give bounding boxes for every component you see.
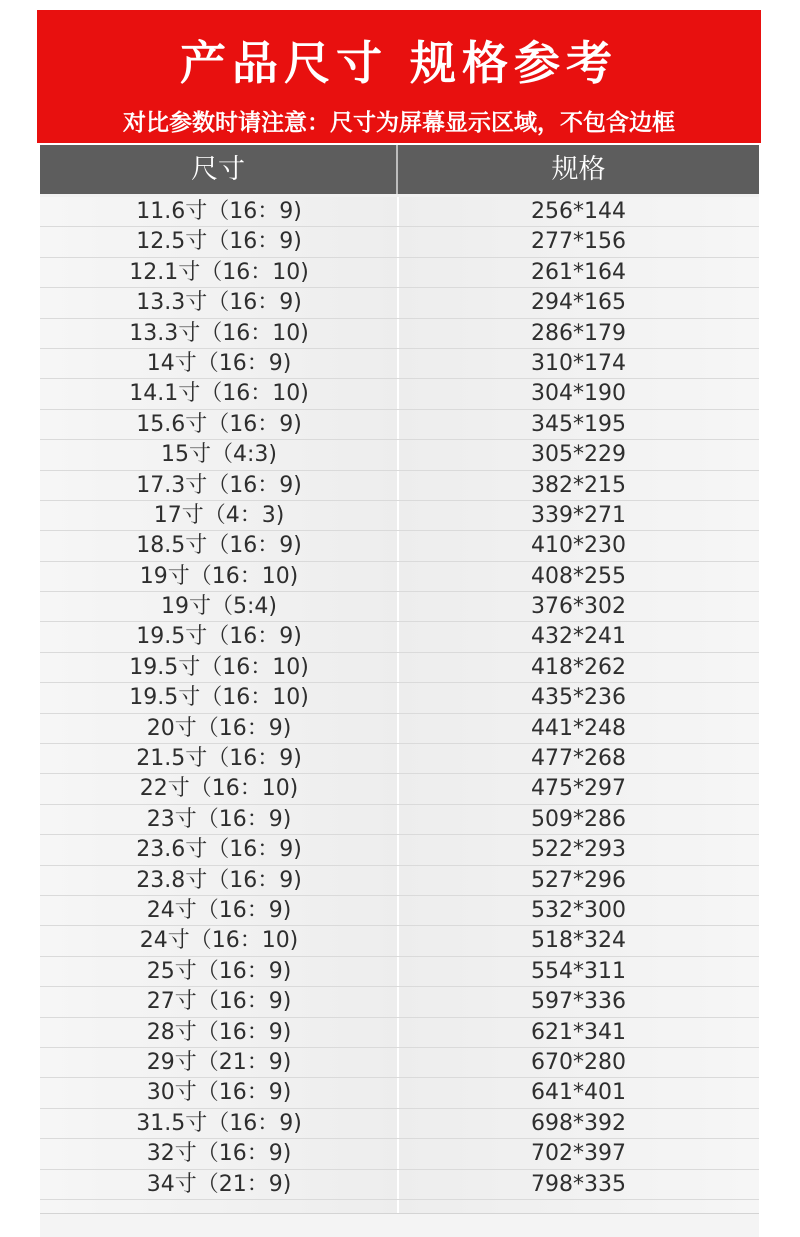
- cell-size: 15.6寸（16：9): [136, 411, 302, 437]
- table-row: [40, 440, 759, 470]
- cell-size: 25寸（16：9): [146, 958, 292, 984]
- table-row: [40, 349, 759, 379]
- cell-spec: 554*311: [531, 958, 626, 984]
- table-row: [40, 774, 759, 804]
- cell-size: 15寸（4:3): [161, 442, 277, 468]
- cell-spec: 339*271: [531, 502, 626, 528]
- table-row: [40, 592, 759, 622]
- cell-size: 13.3寸（16：10): [129, 320, 309, 346]
- table-row: [40, 957, 759, 987]
- cell-spec: 698*392: [531, 1110, 626, 1136]
- cell-spec: 418*262: [531, 654, 626, 680]
- cell-spec: 641*401: [531, 1080, 626, 1106]
- table-row: [40, 531, 759, 561]
- cell-spec: 798*335: [531, 1171, 626, 1197]
- cell-spec: 345*195: [531, 411, 626, 437]
- table-row: [40, 805, 759, 835]
- cell-size: 31.5寸（16：9): [136, 1110, 302, 1136]
- page-title: 产品尺寸 规格参考: [179, 36, 618, 90]
- cell-spec: 382*215: [531, 472, 626, 498]
- size-spec-table: [40, 145, 759, 1213]
- cell-size: 34寸（21：9): [146, 1171, 292, 1197]
- table-row: [40, 835, 759, 865]
- cell-size: 20寸（16：9): [146, 715, 292, 741]
- cell-size: 12.1寸（16：10): [129, 259, 309, 285]
- table-row: [40, 1170, 759, 1200]
- cell-size: 23.8寸（16：9): [136, 867, 302, 893]
- cell-spec: 408*255: [531, 563, 626, 589]
- table-row: [40, 258, 759, 288]
- table-header: [40, 145, 759, 194]
- table-row: [40, 501, 759, 531]
- cell-spec: 475*297: [531, 776, 626, 802]
- cell-size: 19寸（16：10): [139, 563, 299, 589]
- table-row: [40, 714, 759, 744]
- cell-size: 14.1寸（16：10): [129, 381, 309, 407]
- cell-spec: 432*241: [531, 624, 626, 650]
- cell-spec: 435*236: [531, 685, 626, 711]
- cell-spec: 261*164: [531, 259, 626, 285]
- table-row: [40, 896, 759, 926]
- cell-spec: 410*230: [531, 533, 626, 559]
- header-size: 尺寸: [40, 145, 398, 194]
- table-row: [40, 197, 759, 227]
- cell-spec: 286*179: [531, 320, 626, 346]
- cell-size: 24寸（16：10): [139, 928, 299, 954]
- table-row: [40, 987, 759, 1017]
- table-row: [40, 1139, 759, 1169]
- cell-size: 13.3寸（16：9): [136, 290, 302, 316]
- table-row: [40, 1109, 759, 1139]
- table-body: [40, 197, 759, 1215]
- cell-spec: 441*248: [531, 715, 626, 741]
- cell-size: 22寸（16：10): [139, 776, 299, 802]
- cell-size: 23.6寸（16：9): [136, 837, 302, 863]
- cell-size: 17寸（4：3): [153, 502, 285, 528]
- cell-size: 19.5寸（16：9): [136, 624, 302, 650]
- table-row: [40, 379, 759, 409]
- table-row: [40, 1048, 759, 1078]
- table-row: [40, 744, 759, 774]
- cell-spec: 702*397: [531, 1141, 626, 1167]
- table-row: [40, 622, 759, 652]
- cell-size: 11.6寸（16：9): [136, 199, 302, 224]
- cell-size: 23寸（16：9): [146, 806, 292, 832]
- table-row: [40, 926, 759, 956]
- cell-size: 28寸（16：9): [146, 1019, 292, 1045]
- cell-spec: 670*280: [531, 1049, 626, 1075]
- cell-spec: 477*268: [531, 746, 626, 772]
- cell-size: 12.5寸（16：9): [136, 229, 302, 255]
- table-row: [40, 866, 759, 896]
- table-row: [40, 227, 759, 257]
- table-row: [40, 319, 759, 349]
- header-spec: 规格: [551, 154, 606, 185]
- cell-spec: 376*302: [531, 594, 626, 620]
- table-row: [40, 683, 759, 713]
- cell-size: 19.5寸（16：10): [129, 654, 309, 680]
- title-banner: [37, 10, 761, 143]
- table-row: [40, 471, 759, 501]
- cell-spec: 527*296: [531, 867, 626, 893]
- cell-size: 19.5寸（16：10): [129, 685, 309, 711]
- cell-size: 27寸（16：9): [146, 989, 292, 1015]
- cell-spec: 304*190: [531, 381, 626, 407]
- cell-spec: 522*293: [531, 837, 626, 863]
- cell-size: 18.5寸（16：9): [136, 533, 302, 559]
- cell-size: 21.5寸（16：9): [136, 746, 302, 772]
- table-row: [40, 562, 759, 592]
- table-row: [40, 1018, 759, 1048]
- cell-spec: 509*286: [531, 806, 626, 832]
- footer-strip: [40, 1214, 759, 1237]
- cell-spec: 277*156: [531, 229, 626, 255]
- cell-size: 14寸（16：9): [146, 350, 292, 376]
- cell-size: 17.3寸（16：9): [136, 472, 302, 498]
- table-row: [40, 653, 759, 683]
- cell-size: 32寸（16：9): [146, 1141, 292, 1167]
- cell-size: 30寸（16：9): [146, 1080, 292, 1106]
- cell-spec: 621*341: [531, 1019, 626, 1045]
- cell-spec: 305*229: [531, 442, 626, 468]
- cell-spec: 310*174: [531, 350, 626, 376]
- table-row: [40, 288, 759, 318]
- notice-text: 对比参数时请注意：尺寸为屏幕显示区域，不包含边框: [123, 110, 675, 136]
- cell-spec: 532*300: [531, 897, 626, 923]
- cell-size: 24寸（16：9): [146, 897, 292, 923]
- table-row: [40, 410, 759, 440]
- cell-spec: 518*324: [531, 928, 626, 954]
- cell-size: 19寸（5:4): [161, 594, 277, 620]
- cell-size: 29寸（21：9): [146, 1049, 292, 1075]
- cell-spec: 294*165: [531, 290, 626, 316]
- table-row: [40, 1078, 759, 1108]
- cell-spec: 256*144: [531, 199, 626, 224]
- cell-spec: 597*336: [531, 989, 626, 1015]
